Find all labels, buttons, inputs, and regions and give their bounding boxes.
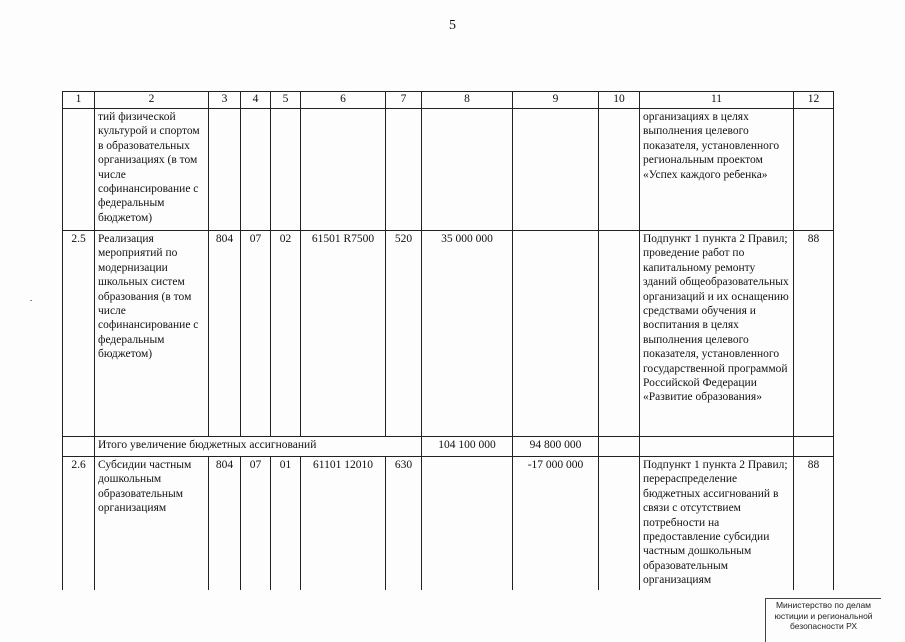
cell-col10 [599, 231, 640, 437]
row-name: Субсидии частным дошкольным образовательным организациям [95, 457, 209, 591]
cell-col10 [599, 109, 640, 231]
row-basis: организациях в целях выполнения целевого показателя, установленного региональным проектом «Успех каждого ребенка» [640, 109, 794, 231]
cell-col5 [271, 109, 301, 231]
column-header: 11 [640, 92, 794, 109]
row-basis: Подпункт 1 пункта 2 Правил; перераспределение бюджетных ассигнований в связи с отсутствием потребности на предоставление субсидии частным дошкольным образовательным организациям [640, 457, 794, 591]
page-number: 5 [449, 18, 456, 33]
cell-col8 [422, 109, 513, 231]
cell-col12: 88 [794, 457, 834, 591]
column-header: 1 [63, 92, 95, 109]
cell-col5: 01 [271, 457, 301, 591]
total-col9: 94 800 000 [513, 437, 599, 457]
row-number [63, 109, 95, 231]
cell-col6 [301, 109, 386, 231]
cell-col8 [422, 457, 513, 591]
cell-col7: 520 [386, 231, 422, 437]
total-empty-cell [640, 437, 794, 457]
row-name: Реализация мероприятий по модернизации школьных систем образования (в том числе софинансирование с федеральным бюджетом) [95, 231, 209, 437]
cell-col7: 630 [386, 457, 422, 591]
column-header: 7 [386, 92, 422, 109]
cell-col3 [209, 109, 241, 231]
total-col8: 104 100 000 [422, 437, 513, 457]
cell-col4 [241, 109, 271, 231]
column-header: 6 [301, 92, 386, 109]
table-row [63, 109, 834, 231]
row-basis: Подпункт 1 пункта 2 Правил; проведение работ по капитальному ремонту зданий общеобразовательных организаций и их оснащению средствами обучения и воспитания в целях выполнения целевого показателя, установленного государственной программой Российской Федерации «Развитие образования» [640, 231, 794, 437]
cell-col12: 88 [794, 231, 834, 437]
cell-col7 [386, 109, 422, 231]
table-header-row [63, 92, 834, 109]
column-header: 2 [95, 92, 209, 109]
column-header: 3 [209, 92, 241, 109]
cell-col9 [513, 231, 599, 437]
total-empty-cell [599, 437, 640, 457]
cell-col9: -17 000 000 [513, 457, 599, 591]
margin-mark [30, 300, 32, 301]
cell-col6: 61101 12010 [301, 457, 386, 591]
total-label: Итого увеличение бюджетных ассигнований [95, 437, 422, 457]
cell-col3: 804 [209, 457, 241, 591]
stamp-line: Министерство по делам [775, 600, 872, 610]
cell-col5: 02 [271, 231, 301, 437]
column-header: 8 [422, 92, 513, 109]
ministry-stamp [765, 598, 881, 642]
total-empty-cell [794, 437, 834, 457]
column-header: 4 [241, 92, 271, 109]
cell-col4: 07 [241, 457, 271, 591]
column-header: 12 [794, 92, 834, 109]
cell-col10 [599, 457, 640, 591]
total-empty-cell [63, 437, 95, 457]
row-number: 2.6 [63, 457, 95, 591]
row-number: 2.5 [63, 231, 95, 437]
budget-table [62, 91, 834, 590]
cell-col3: 804 [209, 231, 241, 437]
row-name: тий физической культурой и спортом в образовательных организациях (в том числе софинансирование с федеральным бюджетом) [95, 109, 209, 231]
column-header: 10 [599, 92, 640, 109]
stamp-line: безопасности РХ [789, 621, 858, 631]
cell-col6: 61501 R7500 [301, 231, 386, 437]
cell-col8: 35 000 000 [422, 231, 513, 437]
column-header: 5 [271, 92, 301, 109]
column-header: 9 [513, 92, 599, 109]
table-row [63, 231, 834, 437]
stamp-line: юстиции и региональной [774, 610, 873, 621]
cell-col4: 07 [241, 231, 271, 437]
table-row [63, 457, 834, 591]
cell-col9 [513, 109, 599, 231]
cell-col12 [794, 109, 834, 231]
total-row [63, 437, 834, 457]
